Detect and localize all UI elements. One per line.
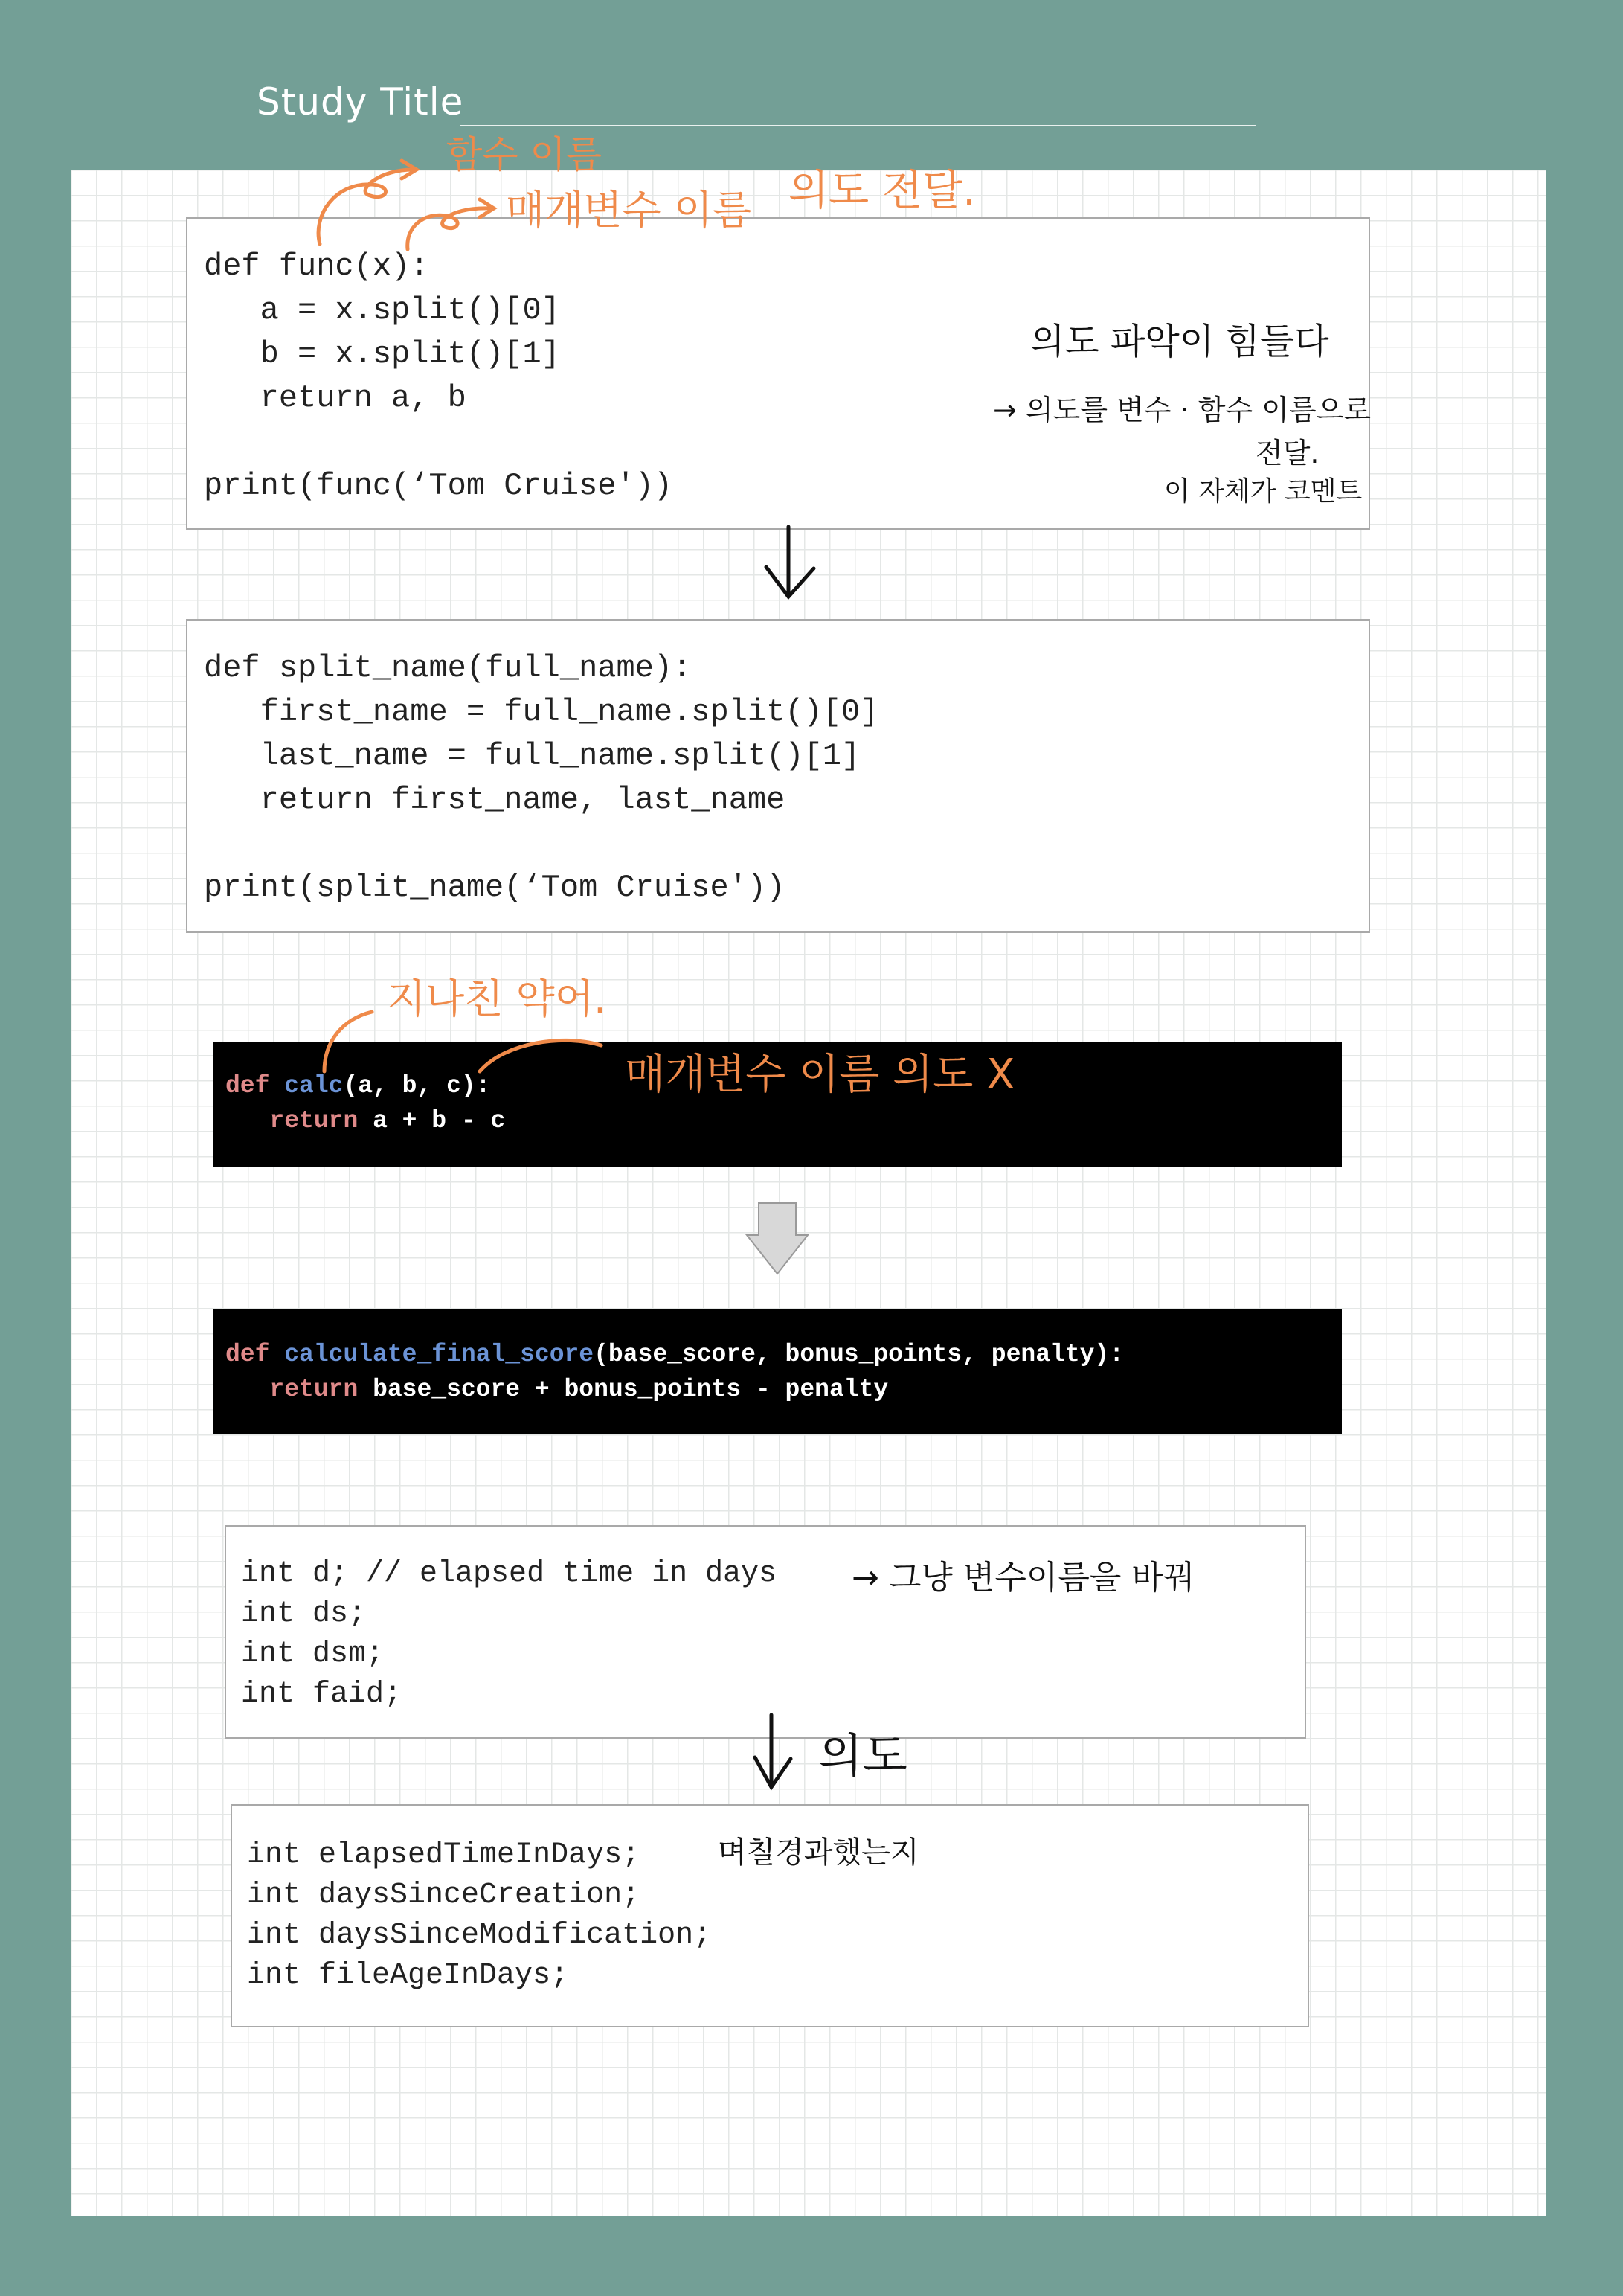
parameters: (a, b, c): xyxy=(343,1072,491,1100)
code-line: def func(x): xyxy=(204,248,429,284)
annotation-deliver-word: 전달. xyxy=(1256,437,1320,469)
curve-arrow-param-name xyxy=(408,199,494,249)
code-line: return a, b xyxy=(204,380,466,416)
function-name: calc xyxy=(284,1072,344,1100)
annotation-intent-delivery: 의도 전달. xyxy=(788,167,976,215)
code-line: int daysSinceCreation; xyxy=(247,1879,640,1912)
curve-param-no-intent xyxy=(480,1040,601,1071)
annotation-just-rename: → 그냥 변수이름을 바꿔 xyxy=(852,1559,1195,1597)
code-line: int dsm; xyxy=(241,1638,385,1671)
code-line: int fileAgeInDays; xyxy=(247,1959,569,1992)
parameters: (base_score, bonus_points, penalty): xyxy=(594,1341,1125,1368)
keyword-def: def xyxy=(225,1072,270,1100)
code-line: b = x.split()[1] xyxy=(204,336,560,372)
keyword-return: return xyxy=(269,1376,359,1403)
annotation-param-no-intent: 매개변수 이름 의도 X xyxy=(625,1051,1015,1099)
annotation-param-name: 매개변수 이름 xyxy=(506,187,752,234)
annotation-excessive-abbr: 지나친 약어. xyxy=(387,975,607,1022)
arrow-down-1-icon xyxy=(766,527,814,597)
code-line: print(func(‘Tom Cruise')) xyxy=(204,468,673,504)
function-name: calculate_final_score xyxy=(284,1341,594,1368)
code-line: int daysSinceModification; xyxy=(247,1919,712,1952)
grey-block-arrow-down-icon xyxy=(747,1203,808,1274)
annotation-deliver-intent: → 의도를 변수 · 함수 이름으로 xyxy=(993,394,1372,426)
keyword-def: def xyxy=(225,1341,270,1368)
keyword-return: return xyxy=(269,1107,359,1135)
code-line: def split_name(full_name): xyxy=(204,650,692,686)
return-expression: a + b - c xyxy=(373,1107,506,1135)
code-line: int d; // elapsed time in days xyxy=(241,1557,777,1591)
return-expression: base_score + bonus_points - penalty xyxy=(373,1376,889,1403)
code-line: int faid; xyxy=(241,1678,402,1711)
curve-arrow-func-name xyxy=(318,161,417,244)
annotation-hard-to-grasp: 의도 파악이 힘들다 xyxy=(1030,321,1329,362)
code-line: print(split_name(‘Tom Cruise')) xyxy=(204,870,785,905)
annotation-func-name: 함수 이름 xyxy=(446,133,602,176)
code-line: last_name = full_name.split()[1] xyxy=(204,738,861,774)
code-line: return first_name, last_name xyxy=(204,782,785,818)
annotation-intent: 의도 xyxy=(818,1728,907,1783)
curve-excessive-abbr xyxy=(324,1012,372,1071)
annotation-itself-comment: 이 자체가 코멘트 xyxy=(1164,476,1363,507)
code-line: int elapsedTimeInDays; xyxy=(247,1838,640,1872)
code-line: a = x.split()[0] xyxy=(204,292,560,328)
code-line: first_name = full_name.split()[0] xyxy=(204,694,879,730)
arrow-down-2-icon xyxy=(755,1715,791,1787)
code-line: int ds; xyxy=(241,1597,367,1631)
study-title: Study Title xyxy=(257,80,464,124)
annotation-days-elapsed: 며칠경과했는지 xyxy=(718,1835,919,1870)
